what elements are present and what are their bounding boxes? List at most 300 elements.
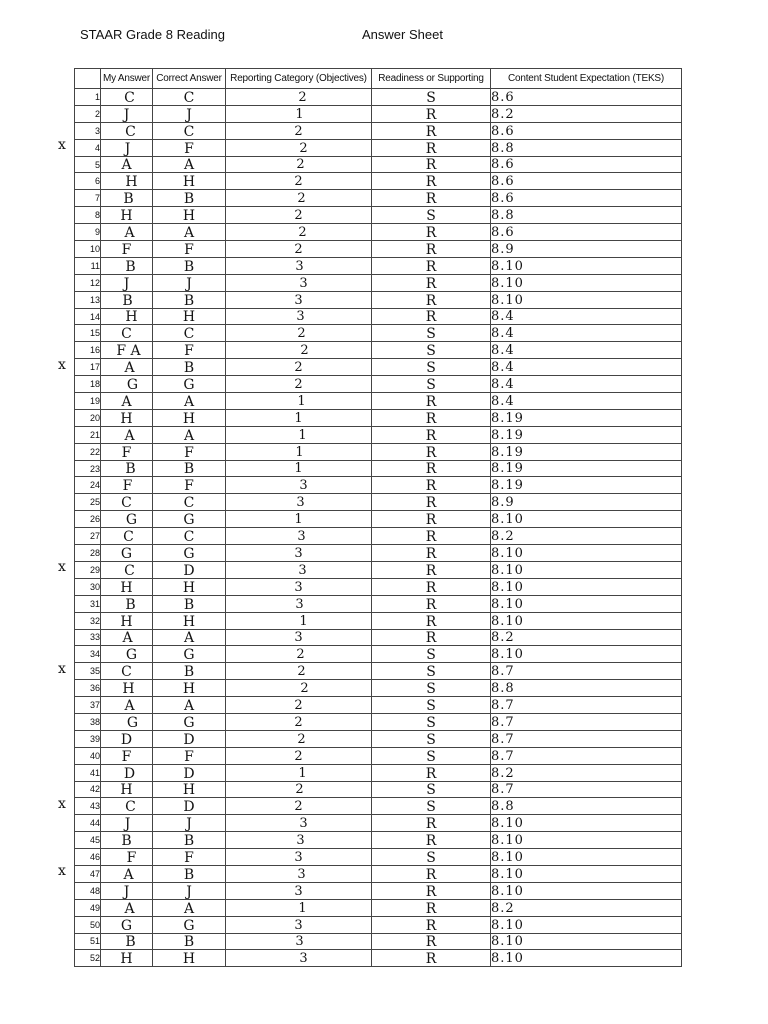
row-number: 11 bbox=[75, 257, 101, 274]
teks-cell: 8.4 bbox=[491, 376, 682, 393]
correct-answer-cell: A bbox=[153, 697, 226, 714]
row-number: 17 bbox=[75, 359, 101, 376]
my-answer-cell: F bbox=[101, 443, 153, 460]
row-number: 33 bbox=[75, 629, 101, 646]
reporting-category-cell: 3 bbox=[226, 865, 372, 882]
correct-answer-cell: J bbox=[153, 274, 226, 291]
my-answer-cell: C bbox=[101, 494, 153, 511]
row-number: 8 bbox=[75, 207, 101, 224]
correct-answer-cell: H bbox=[153, 950, 226, 967]
table-body bbox=[75, 89, 682, 967]
my-answer-cell: H bbox=[101, 950, 153, 967]
teks-cell: 8.2 bbox=[491, 764, 682, 781]
table-row bbox=[75, 173, 682, 190]
teks-cell: 8.4 bbox=[491, 308, 682, 325]
my-answer-cell: D bbox=[101, 730, 153, 747]
readiness-supporting-cell: R bbox=[372, 494, 491, 511]
reporting-category-cell: 2 bbox=[226, 342, 372, 359]
reporting-category-cell: 3 bbox=[226, 950, 372, 967]
table-row bbox=[75, 764, 682, 781]
readiness-supporting-cell: R bbox=[372, 460, 491, 477]
table-row bbox=[75, 342, 682, 359]
reporting-category-cell: 3 bbox=[226, 308, 372, 325]
my-answer-cell: J bbox=[101, 274, 153, 291]
teks-cell: 8.4 bbox=[491, 359, 682, 376]
my-answer-cell: H bbox=[101, 781, 153, 798]
reporting-category-cell: 2 bbox=[226, 89, 372, 106]
table-row bbox=[75, 409, 682, 426]
correct-answer-cell: A bbox=[153, 629, 226, 646]
table-row bbox=[75, 865, 682, 882]
table-row bbox=[75, 950, 682, 967]
teks-cell: 8.19 bbox=[491, 443, 682, 460]
my-answer-cell: F A bbox=[101, 342, 153, 359]
reporting-category-cell: 2 bbox=[226, 663, 372, 680]
wrong-answer-mark: x bbox=[58, 863, 66, 880]
table-row bbox=[75, 359, 682, 376]
readiness-supporting-cell: R bbox=[372, 545, 491, 562]
my-answer-cell: C bbox=[101, 325, 153, 342]
my-answer-cell: D bbox=[101, 764, 153, 781]
correct-answer-cell: A bbox=[153, 156, 226, 173]
readiness-supporting-cell: R bbox=[372, 511, 491, 528]
reporting-category-cell: 1 bbox=[226, 393, 372, 410]
readiness-supporting-cell: R bbox=[372, 393, 491, 410]
correct-answer-cell: C bbox=[153, 122, 226, 139]
row-number: 29 bbox=[75, 561, 101, 578]
correct-answer-cell: G bbox=[153, 376, 226, 393]
readiness-supporting-cell: S bbox=[372, 849, 491, 866]
readiness-supporting-cell: R bbox=[372, 426, 491, 443]
my-answer-cell: C bbox=[101, 663, 153, 680]
row-number: 41 bbox=[75, 764, 101, 781]
my-answer-cell: C bbox=[101, 561, 153, 578]
reporting-category-cell: 1 bbox=[226, 409, 372, 426]
my-answer-cell: J bbox=[101, 139, 153, 156]
table-row bbox=[75, 89, 682, 106]
table-row bbox=[75, 257, 682, 274]
my-answer-cell: A bbox=[101, 697, 153, 714]
row-number: 6 bbox=[75, 173, 101, 190]
teks-cell: 8.10 bbox=[491, 612, 682, 629]
readiness-supporting-cell: S bbox=[372, 747, 491, 764]
readiness-supporting-cell: R bbox=[372, 882, 491, 899]
reporting-category-cell: 3 bbox=[226, 545, 372, 562]
teks-cell: 8.8 bbox=[491, 680, 682, 697]
readiness-supporting-cell: R bbox=[372, 257, 491, 274]
correct-answer-cell: B bbox=[153, 865, 226, 882]
correct-answer-cell: A bbox=[153, 426, 226, 443]
teks-cell: 8.10 bbox=[491, 291, 682, 308]
correct-answer-cell: D bbox=[153, 730, 226, 747]
table-row bbox=[75, 781, 682, 798]
teks-cell: 8.10 bbox=[491, 882, 682, 899]
reporting-category-cell: 1 bbox=[226, 443, 372, 460]
my-answer-cell: A bbox=[101, 156, 153, 173]
readiness-supporting-cell: R bbox=[372, 291, 491, 308]
correct-answer-cell: F bbox=[153, 443, 226, 460]
table-row bbox=[75, 291, 682, 308]
table-row bbox=[75, 241, 682, 258]
readiness-supporting-cell: R bbox=[372, 477, 491, 494]
row-number: 48 bbox=[75, 882, 101, 899]
correct-answer-cell: B bbox=[153, 257, 226, 274]
correct-answer-cell: H bbox=[153, 409, 226, 426]
my-answer-cell: H bbox=[101, 680, 153, 697]
reporting-category-cell: 2 bbox=[226, 376, 372, 393]
readiness-supporting-cell: S bbox=[372, 646, 491, 663]
reporting-category-cell: 1 bbox=[226, 612, 372, 629]
row-number: 5 bbox=[75, 156, 101, 173]
row-number: 4 bbox=[75, 139, 101, 156]
correct-answer-cell: D bbox=[153, 798, 226, 815]
reporting-category-cell: 3 bbox=[226, 815, 372, 832]
my-answer-cell: A bbox=[101, 224, 153, 241]
reporting-category-cell: 1 bbox=[226, 460, 372, 477]
readiness-supporting-cell: S bbox=[372, 342, 491, 359]
wrong-answer-mark: x bbox=[58, 356, 66, 373]
readiness-supporting-cell: R bbox=[372, 578, 491, 595]
teks-cell: 8.7 bbox=[491, 781, 682, 798]
teks-cell: 8.10 bbox=[491, 815, 682, 832]
wrong-answer-mark: x bbox=[58, 137, 66, 154]
reporting-category-cell: 2 bbox=[226, 156, 372, 173]
reporting-category-cell: 2 bbox=[226, 241, 372, 258]
row-number: 49 bbox=[75, 899, 101, 916]
reporting-category-cell: 1 bbox=[226, 426, 372, 443]
row-number: 38 bbox=[75, 713, 101, 730]
teks-cell: 8.10 bbox=[491, 849, 682, 866]
table-row bbox=[75, 376, 682, 393]
table-row bbox=[75, 122, 682, 139]
row-number: 1 bbox=[75, 89, 101, 106]
reporting-category-cell: 3 bbox=[226, 832, 372, 849]
row-number: 18 bbox=[75, 376, 101, 393]
teks-cell: 8.10 bbox=[491, 511, 682, 528]
table-header-row bbox=[75, 69, 682, 89]
readiness-supporting-cell: R bbox=[372, 274, 491, 291]
table-row bbox=[75, 832, 682, 849]
reporting-category-cell: 3 bbox=[226, 629, 372, 646]
reporting-category-cell: 2 bbox=[226, 713, 372, 730]
row-number: 34 bbox=[75, 646, 101, 663]
row-number: 27 bbox=[75, 528, 101, 545]
table-row bbox=[75, 274, 682, 291]
readiness-supporting-cell: S bbox=[372, 376, 491, 393]
reporting-category-cell: 2 bbox=[226, 781, 372, 798]
reporting-category-cell: 2 bbox=[226, 190, 372, 207]
table-row bbox=[75, 224, 682, 241]
reporting-category-cell: 1 bbox=[226, 899, 372, 916]
teks-cell: 8.8 bbox=[491, 207, 682, 224]
table-row bbox=[75, 815, 682, 832]
readiness-supporting-cell: R bbox=[372, 561, 491, 578]
my-answer-cell: H bbox=[101, 409, 153, 426]
wrong-answer-mark: x bbox=[58, 660, 66, 677]
table-row bbox=[75, 393, 682, 410]
teks-cell: 8.6 bbox=[491, 122, 682, 139]
table-row bbox=[75, 426, 682, 443]
wrong-answer-mark: x bbox=[58, 559, 66, 576]
readiness-supporting-cell: S bbox=[372, 663, 491, 680]
row-number: 30 bbox=[75, 578, 101, 595]
row-number: 20 bbox=[75, 409, 101, 426]
my-answer-cell: A bbox=[101, 629, 153, 646]
reporting-category-cell: 3 bbox=[226, 933, 372, 950]
readiness-supporting-cell: S bbox=[372, 359, 491, 376]
correct-answer-cell: G bbox=[153, 713, 226, 730]
my-answer-cell: J bbox=[101, 105, 153, 122]
column-header-readiness-supporting: Readiness or Supporting bbox=[372, 69, 491, 89]
correct-answer-cell: G bbox=[153, 545, 226, 562]
table-row bbox=[75, 849, 682, 866]
my-answer-cell: B bbox=[101, 595, 153, 612]
readiness-supporting-cell: R bbox=[372, 139, 491, 156]
teks-cell: 8.10 bbox=[491, 865, 682, 882]
reporting-category-cell: 3 bbox=[226, 494, 372, 511]
teks-cell: 8.10 bbox=[491, 578, 682, 595]
teks-cell: 8.10 bbox=[491, 257, 682, 274]
correct-answer-cell: G bbox=[153, 511, 226, 528]
reporting-category-cell: 2 bbox=[226, 697, 372, 714]
table-row bbox=[75, 528, 682, 545]
row-number: 24 bbox=[75, 477, 101, 494]
row-number: 36 bbox=[75, 680, 101, 697]
teks-cell: 8.10 bbox=[491, 595, 682, 612]
table-row bbox=[75, 511, 682, 528]
teks-cell: 8.7 bbox=[491, 697, 682, 714]
correct-answer-cell: B bbox=[153, 663, 226, 680]
correct-answer-cell: G bbox=[153, 646, 226, 663]
teks-cell: 8.7 bbox=[491, 747, 682, 764]
row-number: 19 bbox=[75, 393, 101, 410]
table-row bbox=[75, 899, 682, 916]
my-answer-cell: G bbox=[101, 916, 153, 933]
table-row bbox=[75, 545, 682, 562]
reporting-category-cell: 3 bbox=[226, 274, 372, 291]
row-number: 35 bbox=[75, 663, 101, 680]
readiness-supporting-cell: R bbox=[372, 105, 491, 122]
teks-cell: 8.4 bbox=[491, 393, 682, 410]
reporting-category-cell: 2 bbox=[226, 224, 372, 241]
table-row bbox=[75, 494, 682, 511]
row-number: 43 bbox=[75, 798, 101, 815]
reporting-category-cell: 3 bbox=[226, 561, 372, 578]
teks-cell: 8.10 bbox=[491, 545, 682, 562]
my-answer-cell: A bbox=[101, 426, 153, 443]
correct-answer-cell: D bbox=[153, 764, 226, 781]
table-row bbox=[75, 916, 682, 933]
my-answer-cell: B bbox=[101, 832, 153, 849]
correct-answer-cell: J bbox=[153, 815, 226, 832]
readiness-supporting-cell: R bbox=[372, 764, 491, 781]
reporting-category-cell: 3 bbox=[226, 595, 372, 612]
reporting-category-cell: 3 bbox=[226, 477, 372, 494]
correct-answer-cell: F bbox=[153, 342, 226, 359]
sheet-label: Answer Sheet bbox=[362, 27, 443, 42]
row-number: 15 bbox=[75, 325, 101, 342]
teks-cell: 8.19 bbox=[491, 477, 682, 494]
teks-cell: 8.10 bbox=[491, 561, 682, 578]
readiness-supporting-cell: S bbox=[372, 730, 491, 747]
teks-cell: 8.6 bbox=[491, 224, 682, 241]
reporting-category-cell: 2 bbox=[226, 747, 372, 764]
correct-answer-cell: H bbox=[153, 612, 226, 629]
row-number: 28 bbox=[75, 545, 101, 562]
table-row bbox=[75, 713, 682, 730]
my-answer-cell: G bbox=[101, 511, 153, 528]
my-answer-cell: H bbox=[101, 207, 153, 224]
correct-answer-cell: G bbox=[153, 916, 226, 933]
table-row bbox=[75, 443, 682, 460]
teks-cell: 8.10 bbox=[491, 950, 682, 967]
table-row bbox=[75, 882, 682, 899]
wrong-answer-mark: x bbox=[58, 795, 66, 812]
readiness-supporting-cell: R bbox=[372, 916, 491, 933]
table-row bbox=[75, 680, 682, 697]
my-answer-cell: H bbox=[101, 612, 153, 629]
row-number: 9 bbox=[75, 224, 101, 241]
teks-cell: 8.10 bbox=[491, 916, 682, 933]
my-answer-cell: F bbox=[101, 747, 153, 764]
table-row bbox=[75, 477, 682, 494]
my-answer-cell: J bbox=[101, 882, 153, 899]
teks-cell: 8.2 bbox=[491, 105, 682, 122]
teks-cell: 8.8 bbox=[491, 139, 682, 156]
my-answer-cell: B bbox=[101, 933, 153, 950]
teks-cell: 8.7 bbox=[491, 663, 682, 680]
my-answer-cell: G bbox=[101, 646, 153, 663]
reporting-category-cell: 2 bbox=[226, 139, 372, 156]
readiness-supporting-cell: R bbox=[372, 832, 491, 849]
correct-answer-cell: B bbox=[153, 359, 226, 376]
row-number: 22 bbox=[75, 443, 101, 460]
my-answer-cell: F bbox=[101, 849, 153, 866]
row-number: 13 bbox=[75, 291, 101, 308]
reporting-category-cell: 1 bbox=[226, 511, 372, 528]
teks-cell: 8.9 bbox=[491, 494, 682, 511]
readiness-supporting-cell: R bbox=[372, 190, 491, 207]
table-row bbox=[75, 747, 682, 764]
my-answer-cell: G bbox=[101, 713, 153, 730]
teks-cell: 8.7 bbox=[491, 713, 682, 730]
correct-answer-cell: J bbox=[153, 882, 226, 899]
my-answer-cell: A bbox=[101, 899, 153, 916]
row-number: 3 bbox=[75, 122, 101, 139]
my-answer-cell: C bbox=[101, 89, 153, 106]
row-number: 21 bbox=[75, 426, 101, 443]
reporting-category-cell: 2 bbox=[226, 207, 372, 224]
reporting-category-cell: 3 bbox=[226, 849, 372, 866]
row-number: 25 bbox=[75, 494, 101, 511]
readiness-supporting-cell: R bbox=[372, 173, 491, 190]
correct-answer-cell: C bbox=[153, 528, 226, 545]
readiness-supporting-cell: R bbox=[372, 443, 491, 460]
readiness-supporting-cell: R bbox=[372, 950, 491, 967]
my-answer-cell: G bbox=[101, 376, 153, 393]
correct-answer-cell: F bbox=[153, 477, 226, 494]
readiness-supporting-cell: R bbox=[372, 815, 491, 832]
teks-cell: 8.19 bbox=[491, 426, 682, 443]
column-header-teks: Content Student Expectation (TEKS) bbox=[491, 69, 682, 89]
table-row bbox=[75, 105, 682, 122]
readiness-supporting-cell: R bbox=[372, 612, 491, 629]
row-number: 37 bbox=[75, 697, 101, 714]
correct-answer-cell: B bbox=[153, 933, 226, 950]
correct-answer-cell: A bbox=[153, 899, 226, 916]
teks-cell: 8.2 bbox=[491, 528, 682, 545]
reporting-category-cell: 3 bbox=[226, 882, 372, 899]
reporting-category-cell: 2 bbox=[226, 798, 372, 815]
table-row bbox=[75, 561, 682, 578]
teks-cell: 8.7 bbox=[491, 730, 682, 747]
table-row bbox=[75, 156, 682, 173]
correct-answer-cell: J bbox=[153, 105, 226, 122]
reporting-category-cell: 2 bbox=[226, 173, 372, 190]
readiness-supporting-cell: R bbox=[372, 899, 491, 916]
teks-cell: 8.19 bbox=[491, 460, 682, 477]
readiness-supporting-cell: R bbox=[372, 122, 491, 139]
teks-cell: 8.6 bbox=[491, 190, 682, 207]
document-title: STAAR Grade 8 Reading bbox=[80, 27, 225, 42]
correct-answer-cell: H bbox=[153, 578, 226, 595]
readiness-supporting-cell: R bbox=[372, 595, 491, 612]
row-number: 46 bbox=[75, 849, 101, 866]
correct-answer-cell: B bbox=[153, 190, 226, 207]
row-number: 42 bbox=[75, 781, 101, 798]
correct-answer-cell: B bbox=[153, 460, 226, 477]
readiness-supporting-cell: R bbox=[372, 629, 491, 646]
readiness-supporting-cell: R bbox=[372, 241, 491, 258]
row-number: 40 bbox=[75, 747, 101, 764]
readiness-supporting-cell: S bbox=[372, 680, 491, 697]
readiness-supporting-cell: S bbox=[372, 325, 491, 342]
readiness-supporting-cell: S bbox=[372, 89, 491, 106]
table-row bbox=[75, 933, 682, 950]
table-row bbox=[75, 460, 682, 477]
teks-cell: 8.10 bbox=[491, 832, 682, 849]
row-number: 39 bbox=[75, 730, 101, 747]
my-answer-cell: A bbox=[101, 865, 153, 882]
table-row bbox=[75, 207, 682, 224]
row-number: 16 bbox=[75, 342, 101, 359]
table-row bbox=[75, 730, 682, 747]
row-number: 32 bbox=[75, 612, 101, 629]
correct-answer-cell: C bbox=[153, 89, 226, 106]
correct-answer-cell: F bbox=[153, 241, 226, 258]
correct-answer-cell: B bbox=[153, 595, 226, 612]
row-number: 26 bbox=[75, 511, 101, 528]
column-header-my-answer: My Answer bbox=[101, 69, 153, 89]
reporting-category-cell: 3 bbox=[226, 916, 372, 933]
reporting-category-cell: 3 bbox=[226, 257, 372, 274]
my-answer-cell: B bbox=[101, 291, 153, 308]
column-header-correct-answer: Correct Answer bbox=[153, 69, 226, 89]
readiness-supporting-cell: R bbox=[372, 528, 491, 545]
row-number: 31 bbox=[75, 595, 101, 612]
readiness-supporting-cell: S bbox=[372, 713, 491, 730]
my-answer-cell: C bbox=[101, 798, 153, 815]
my-answer-cell: J bbox=[101, 815, 153, 832]
readiness-supporting-cell: S bbox=[372, 798, 491, 815]
teks-cell: 8.10 bbox=[491, 933, 682, 950]
table-row bbox=[75, 697, 682, 714]
my-answer-cell: B bbox=[101, 460, 153, 477]
reporting-category-cell: 2 bbox=[226, 325, 372, 342]
my-answer-cell: H bbox=[101, 308, 153, 325]
row-number: 23 bbox=[75, 460, 101, 477]
teks-cell: 8.10 bbox=[491, 646, 682, 663]
